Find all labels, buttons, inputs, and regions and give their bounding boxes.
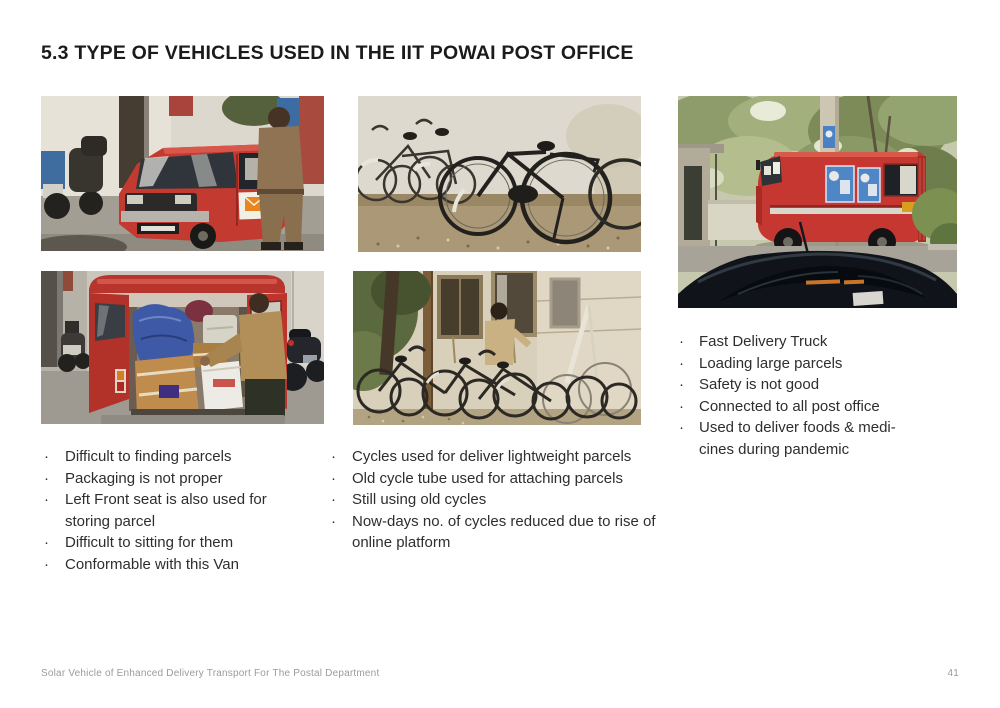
cycle-note-item xyxy=(330,446,658,468)
bullet-glyph: · xyxy=(331,512,336,530)
van-note-text: Packaging is not proper xyxy=(65,469,223,487)
postal-van-front-illustration xyxy=(41,96,324,251)
van-note-text: Conformable with this Van xyxy=(65,555,239,573)
bullet-glyph: · xyxy=(331,491,336,508)
truck-note-item xyxy=(678,331,906,353)
bullet-glyph: · xyxy=(44,469,49,487)
cycle-notes-list xyxy=(330,446,658,554)
truck-note-item xyxy=(678,374,906,396)
photo-postal-truck xyxy=(678,96,957,308)
truck-note-text: Connected to all post office xyxy=(699,397,880,415)
cycle-note-text: Cycles used for deliver lightweight parcels xyxy=(352,448,632,465)
truck-note-text: Fast Delivery Truck xyxy=(699,333,828,350)
truck-note-item xyxy=(678,353,906,375)
bullet-glyph: · xyxy=(44,491,49,508)
truck-note-item xyxy=(678,396,906,418)
van-note-item xyxy=(41,468,293,490)
van-note-item xyxy=(41,554,293,576)
bullet-glyph: · xyxy=(44,448,49,465)
bullet-glyph: · xyxy=(44,555,49,573)
truck-note-text: Used to deliver foods & medi-cines during pandemic xyxy=(699,419,896,458)
truck-notes-list xyxy=(678,331,906,460)
bullet-glyph: · xyxy=(331,448,336,465)
photo-van-loading-parcels xyxy=(41,271,324,424)
van-note-item xyxy=(41,532,293,554)
page-footer xyxy=(41,668,959,679)
truck-note-text: Safety is not good xyxy=(699,376,820,393)
bullet-glyph: · xyxy=(679,333,684,350)
bullet-glyph: · xyxy=(679,354,684,372)
footer-document-title: Solar Vehicle of Enhanced Delivery Transport For The Postal Department xyxy=(41,668,380,679)
van-notes-list xyxy=(41,446,293,575)
van-note-text: Left Front seat is also used for storing parcel xyxy=(65,491,267,530)
cycle-note-item xyxy=(330,468,658,490)
bullet-glyph: · xyxy=(331,469,336,487)
truck-note-item xyxy=(678,417,906,460)
van-note-item xyxy=(41,489,293,532)
page-title: 5.3 TYPE OF VEHICLES USED IN THE IIT POWAI POST OFFICE xyxy=(41,42,634,64)
page-number: 41 xyxy=(947,668,959,679)
van-note-item xyxy=(41,446,293,468)
cycle-note-item xyxy=(330,489,658,511)
cycle-note-text: Still using old cycles xyxy=(352,491,487,508)
photo-postal-van-front xyxy=(41,96,324,251)
van-loading-illustration xyxy=(41,271,324,424)
cycle-note-text: Now-days no. of cycles reduced due to rise of online platform xyxy=(352,512,656,551)
bullet-glyph: · xyxy=(679,376,684,393)
van-note-text: Difficult to sitting for them xyxy=(65,534,234,551)
bullet-glyph: · xyxy=(679,397,684,415)
photo-old-cycles-pile xyxy=(353,271,641,425)
van-note-text: Difficult to finding parcels xyxy=(65,448,232,465)
bullet-glyph: · xyxy=(44,534,49,551)
cycle-note-item xyxy=(330,511,658,554)
truck-note-text: Loading large parcels xyxy=(699,354,843,372)
photo-parked-cycles xyxy=(358,96,641,252)
bullet-glyph: · xyxy=(679,419,684,436)
postal-truck-illustration xyxy=(678,96,957,308)
cycle-note-text: Old cycle tube used for attaching parcels xyxy=(352,469,623,487)
parked-cycles-illustration xyxy=(358,96,641,252)
old-cycles-pile-illustration xyxy=(353,271,641,425)
